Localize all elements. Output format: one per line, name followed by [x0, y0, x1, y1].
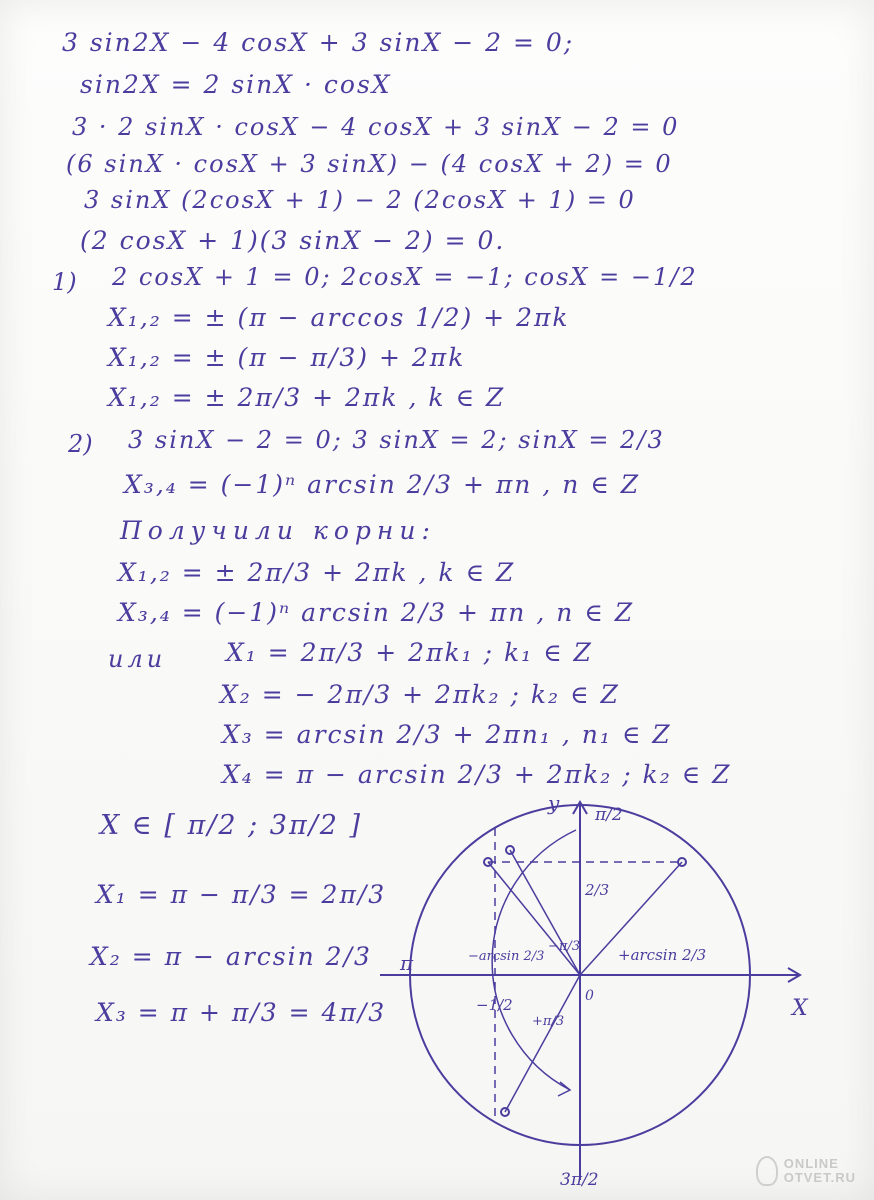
step-factor: 3 sinX (2cosX + 1) − 2 (2cosX + 1) = 0 [84, 186, 636, 214]
root-x3: X₃ = arcsin 2/3 + 2πn₁ , n₁ ∈ Z [222, 720, 672, 749]
site-watermark [756, 1156, 856, 1186]
label-pi-over-2: π/2 [595, 805, 623, 825]
label-pos-pi3: +π/3 [532, 1014, 565, 1029]
x-axis-label: X [792, 996, 808, 1021]
roots-line-1: X₁,₂ = ± 2π/3 + 2πk , k ∈ Z [118, 558, 516, 587]
label-x-tick: −1/2 [476, 996, 513, 1014]
identity-sin2x: sin2X = 2 sinX · cosX [80, 70, 392, 99]
case-1-solution-a: X₁,₂ = ± (π − arccos 1/2) + 2πk [108, 303, 570, 332]
y-axis-label: y [548, 791, 560, 815]
answer-x2: X₂ = π − arcsin 2/3 [90, 942, 372, 971]
case-1-equation: 2 cosX + 1 = 0; 2cosX = −1; cosX = −1/2 [112, 263, 698, 291]
watermark-line-2: OTVET.RU [783, 1170, 856, 1185]
label-3pi-over-2: 3π/2 [560, 1170, 599, 1190]
roots-line-2: X₃,₄ = (−1)ⁿ arcsin 2/3 + πn , n ∈ Z [118, 598, 635, 627]
answer-x3: X₃ = π + π/3 = 4π/3 [96, 998, 387, 1027]
watermark-line-1: ONLINE [783, 1155, 839, 1171]
label-pos-arcsin: +arcsin 2/3 [618, 946, 707, 964]
label-neg-arcsin: −arcsin 2/3 [468, 949, 545, 964]
label-y-tick: 2/3 [585, 881, 610, 899]
case-1-solution-c: X₁,₂ = ± 2π/3 + 2πk , k ∈ Z [108, 383, 506, 412]
lightbulb-icon [756, 1156, 778, 1186]
or-label: или [108, 645, 167, 673]
step-substitute: 3 · 2 sinX · cosX − 4 cosX + 3 sinX − 2 = 0 [72, 113, 680, 141]
answer-x1: X₁ = π − π/3 = 2π/3 [96, 880, 387, 909]
root-x1: X₁ = 2π/3 + 2πk₁ ; k₁ ∈ Z [226, 638, 593, 667]
step-product: (2 cosX + 1)(3 sinX − 2) = 0. [80, 226, 506, 255]
case-2-equation: 3 sinX − 2 = 0; 3 sinX = 2; sinX = 2/3 [128, 426, 665, 454]
case-2-solution: X₃,₄ = (−1)ⁿ arcsin 2/3 + πn , n ∈ Z [124, 470, 641, 499]
step-group: (6 sinX · cosX + 3 sinX) − (4 cosX + 2) = 0 [66, 150, 673, 178]
roots-heading: Получили корни: [120, 516, 436, 545]
case-2-label: 2) [68, 430, 93, 458]
label-origin: 0 [585, 988, 594, 1004]
case-1-label: 1) [52, 268, 77, 296]
label-neg-pi3: −π/3 [548, 939, 581, 954]
case-1-solution-b: X₁,₂ = ± (π − π/3) + 2πk [108, 343, 466, 372]
unit-circle-diagram [380, 790, 830, 1190]
root-x4: X₄ = π − arcsin 2/3 + 2πk₂ ; k₂ ∈ Z [222, 760, 732, 789]
interval: X ∈ [ π/2 ; 3π/2 ] [100, 810, 363, 841]
label-pi: π [400, 951, 414, 975]
equation-original: 3 sin2X − 4 cosX + 3 sinX − 2 = 0; [62, 28, 575, 57]
root-x2: X₂ = − 2π/3 + 2πk₂ ; k₂ ∈ Z [220, 680, 620, 709]
